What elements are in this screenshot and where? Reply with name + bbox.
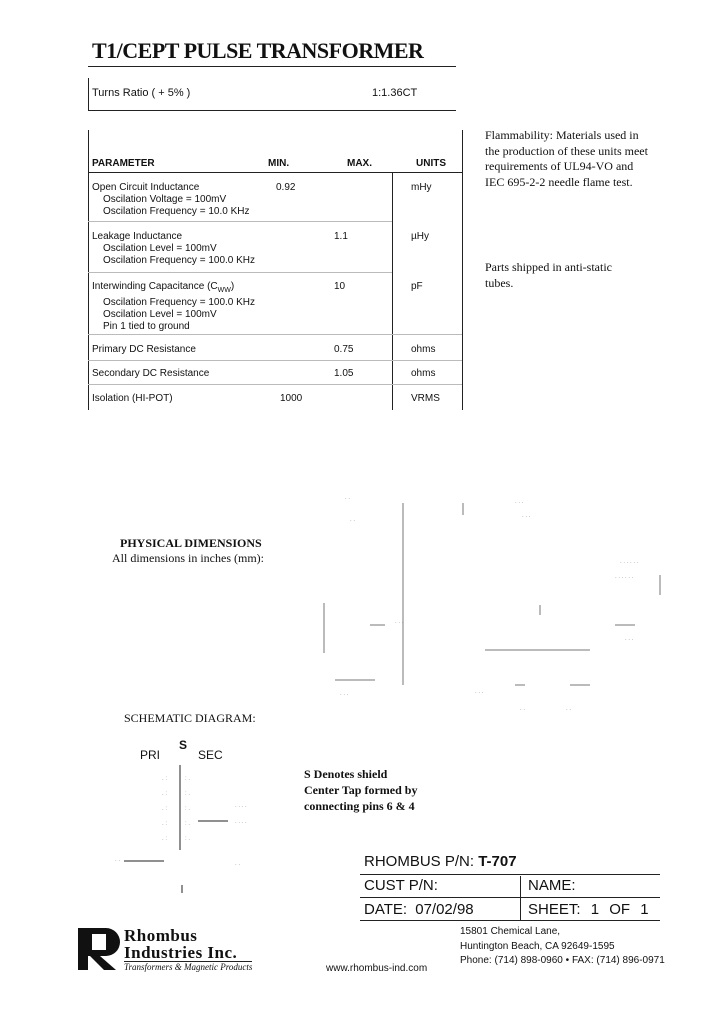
spec-row xyxy=(92,281,452,333)
parameter-name: Primary DC Resistance xyxy=(92,344,196,355)
parameter-condition: Pin 1 tied to ground xyxy=(103,321,190,332)
coil-winding: : . xyxy=(185,836,191,842)
note-line: connecting pins 6 & 4 xyxy=(304,799,415,813)
parameter-condition: Oscilation Level = 100mV xyxy=(103,243,217,254)
parameter-condition: Oscilation Voltage = 100mV xyxy=(103,194,227,205)
max-value: 10 xyxy=(334,281,346,292)
units-value: ohms xyxy=(411,344,436,355)
date-field xyxy=(364,901,474,918)
spec-row xyxy=(92,344,452,356)
coil-winding: . : xyxy=(162,776,168,782)
company-name-line1: Rhombus xyxy=(124,926,198,945)
dimension-label: . . . xyxy=(625,636,634,642)
company-tagline: Transformers & Magnetic Products xyxy=(124,962,253,972)
fax-value: (714) 896-0971 xyxy=(596,955,665,966)
dimension-drawing xyxy=(290,485,690,715)
pin-label: . . . . xyxy=(235,819,247,825)
dimension-label: . . . xyxy=(515,499,524,505)
dimension-label: . . . xyxy=(340,691,349,697)
rhombus-logo-icon xyxy=(78,926,120,972)
turns-ratio-label: Turns Ratio ( + 5% ) xyxy=(92,87,191,99)
schematic-shield-label: S xyxy=(179,738,188,752)
max-value: 1.05 xyxy=(334,368,354,379)
coil-winding: : . xyxy=(185,791,191,797)
sheet-label: SHEET: xyxy=(528,901,581,918)
address-line2: Huntington Beach, CA 92649-1595 xyxy=(460,941,615,952)
flammability-note: Flammability: Materials used in the production of these units meet requirements of UL94-VO and IEC 695-2-2 needle flame test. xyxy=(485,128,648,189)
spec-row xyxy=(92,231,452,267)
dimension-label: . . xyxy=(345,495,351,501)
fax-label: FAX: xyxy=(571,955,594,966)
schematic-drawing xyxy=(110,765,290,905)
note-line: Center Tap formed by xyxy=(304,783,418,797)
sheet-of: OF xyxy=(609,901,631,918)
schematic-note xyxy=(304,766,417,814)
cust-pn-label: CUST P/N: xyxy=(364,877,438,894)
rhombus-pn xyxy=(364,853,517,870)
row-rule xyxy=(88,360,462,361)
shipping-note: Parts shipped in anti-static tubes. xyxy=(485,260,612,290)
website-link[interactable]: www.rhombus-ind.com xyxy=(326,963,428,974)
pin-label: . . . . xyxy=(235,803,247,809)
header-max: MAX. xyxy=(347,158,372,169)
phone-label: Phone: xyxy=(460,955,492,966)
page-title: T1/CEPT PULSE TRANSFORMER xyxy=(92,38,424,63)
dimension-label: . . xyxy=(520,706,526,712)
max-value: 1.1 xyxy=(334,231,348,242)
row-rule xyxy=(88,272,392,273)
turns-ratio-value: 1:1.36CT xyxy=(372,87,418,99)
row-rule xyxy=(88,334,462,335)
turns-rule xyxy=(88,110,456,111)
title-block-rule xyxy=(360,897,660,898)
spec-row xyxy=(92,182,452,218)
turns-box-left xyxy=(88,78,89,110)
parameter-name: Isolation (HI-POT) xyxy=(92,393,173,404)
schematic-heading: SCHEMATIC DIAGRAM: xyxy=(124,711,256,725)
header-rule xyxy=(88,172,462,173)
sheet-value: 1 xyxy=(590,901,600,918)
units-value: mHy xyxy=(411,182,432,193)
separator: • xyxy=(565,955,570,966)
dimension-label: . . . . . . xyxy=(615,574,634,580)
spec-table-right xyxy=(462,130,463,410)
header-min: MIN. xyxy=(268,158,290,169)
coil-winding: . : xyxy=(162,821,168,827)
dimension-label: . . xyxy=(566,706,572,712)
sheet-total: 1 xyxy=(640,901,649,918)
max-value: 0.75 xyxy=(334,344,354,355)
min-value: 0.92 xyxy=(276,182,296,193)
schematic-sec-label: SEC xyxy=(198,748,223,762)
pin-label: . . xyxy=(235,861,241,867)
date-label: DATE: xyxy=(364,901,408,918)
date-value: 07/02/98 xyxy=(415,901,474,918)
company-name-line2: Industries Inc. xyxy=(124,943,238,962)
dimension-label: . . xyxy=(350,517,356,523)
title-rule xyxy=(88,66,456,67)
title-block-divider xyxy=(520,876,521,920)
subscript: WW xyxy=(217,287,231,294)
parameter-condition: Oscilation Frequency = 100.0 KHz xyxy=(103,297,256,308)
physical-dimensions-subtitle: All dimensions in inches (mm): xyxy=(112,551,264,565)
coil-winding: : . xyxy=(185,821,191,827)
parameter-name: Secondary DC Resistance xyxy=(92,368,210,379)
coil-winding: . : xyxy=(162,791,168,797)
dimension-label: . . . xyxy=(395,619,404,625)
rhombus-pn-value: T-707 xyxy=(478,853,517,870)
pin-label: . . xyxy=(115,857,121,863)
coil-winding: : . xyxy=(185,806,191,812)
row-rule xyxy=(88,384,462,385)
parameter-condition: Oscilation Frequency = 100.0 KHz xyxy=(103,255,256,266)
physical-dimensions-heading: PHYSICAL DIMENSIONS xyxy=(120,536,262,550)
coil-winding: . : xyxy=(162,806,168,812)
parameter-condition: Oscilation Frequency = 10.0 KHz xyxy=(103,206,250,217)
spec-row xyxy=(92,368,452,380)
rhombus-pn-label: RHOMBUS P/N: xyxy=(364,853,475,870)
units-value: pF xyxy=(411,281,423,292)
header-parameter: PARAMETER xyxy=(92,158,155,169)
parameter-condition: Oscilation Level = 100mV xyxy=(103,309,217,320)
parameter-name: Interwinding Capacitance $(C_{WW})$ xyxy=(92,281,235,294)
contact-line xyxy=(460,955,665,966)
name-label: NAME: xyxy=(528,877,576,894)
dimension-label: . . . . . . xyxy=(620,559,639,565)
row-rule xyxy=(88,221,392,222)
header-units: UNITS xyxy=(416,158,446,169)
units-value: ohms xyxy=(411,368,436,379)
dimension-label: . . . xyxy=(522,513,531,519)
parameter-name: Open Circuit Inductance xyxy=(92,182,200,193)
coil-winding: : . xyxy=(185,776,191,782)
note-line: S Denotes shield xyxy=(304,767,388,781)
schematic-pri-label: PRI xyxy=(140,748,161,762)
spec-row xyxy=(92,393,452,405)
units-value: µHy xyxy=(411,231,429,242)
title-block-rule xyxy=(360,874,660,875)
phone-value: (714) 898-0960 xyxy=(494,955,563,966)
parameter-name: Leakage Inductance xyxy=(92,231,183,242)
coil-winding: . : xyxy=(162,836,168,842)
address-line1: 15801 Chemical Lane, xyxy=(460,926,561,937)
units-value: VRMS xyxy=(411,393,440,404)
sheet-field xyxy=(528,901,649,918)
title-block-rule xyxy=(360,920,660,921)
min-value: 1000 xyxy=(280,393,303,404)
dimension-label: . . . xyxy=(475,689,484,695)
